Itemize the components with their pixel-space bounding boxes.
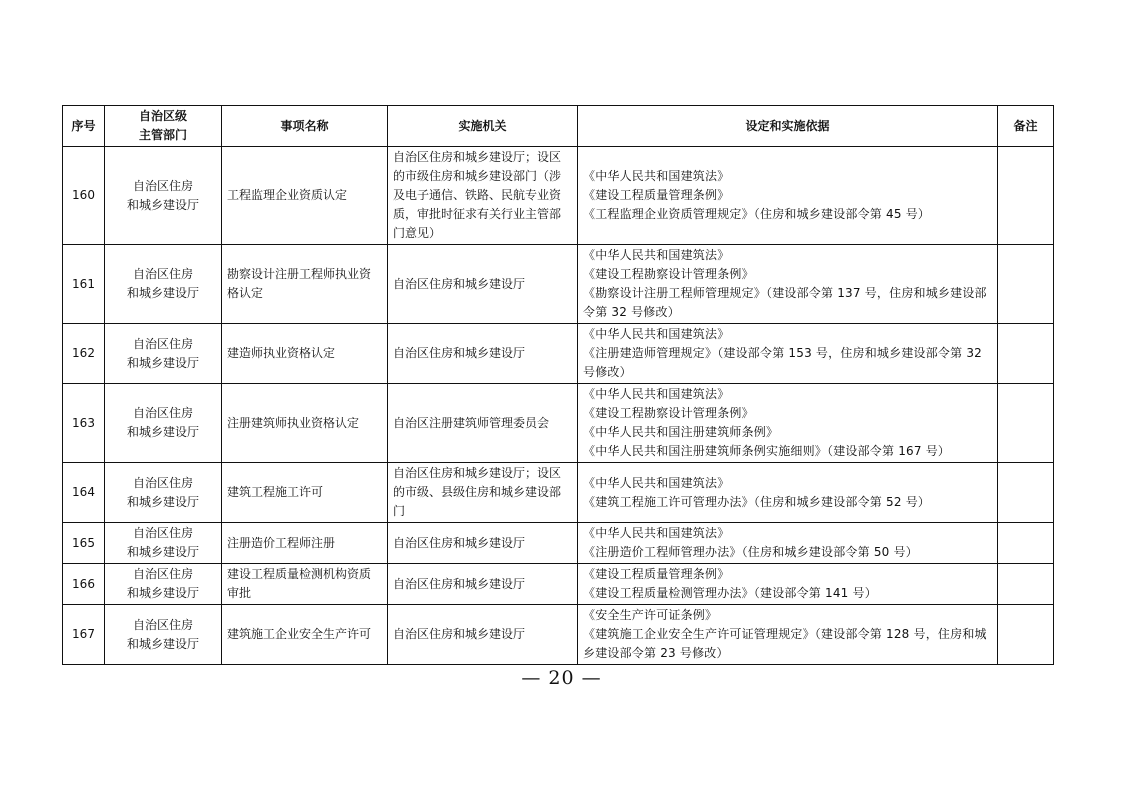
row-remarks (998, 384, 1054, 463)
department-line2: 和城乡建设厅 (126, 636, 199, 651)
row-item-name: 注册建筑师执业资格认定 (222, 384, 388, 463)
row-legal-basis (578, 147, 998, 245)
legal-basis-line: 《建设工程质量检测管理办法》（建设部令第 141 号） (583, 586, 877, 600)
table-header (63, 106, 1054, 147)
table-row (63, 463, 1054, 523)
legal-basis-line: 《中华人民共和国建筑法》 (583, 169, 730, 183)
department-line1: 自治区住房 (132, 475, 193, 490)
department-line2: 和城乡建设厅 (126, 425, 199, 439)
department-line1: 自治区住房 (132, 336, 193, 351)
row-department (105, 605, 222, 665)
row-remarks (998, 523, 1054, 564)
row-item-name: 建设工程质量检测机构资质审批 (222, 564, 388, 605)
row-number: 161 (63, 245, 105, 324)
department-line1: 自治区住房 (132, 617, 193, 632)
legal-basis-line: 《勘察设计注册工程师管理规定》（建设部令第 137 号，住房和城乡建设部令第 32 号修改） (583, 286, 987, 319)
header-note: 备注 (998, 106, 1054, 147)
table-row (63, 523, 1054, 564)
department-line1: 自治区住房 (132, 267, 193, 281)
table-row (63, 324, 1054, 384)
department-line1: 自治区住房 (132, 178, 193, 193)
table-row (63, 605, 1054, 665)
legal-basis-line: 《建设工程勘察设计管理条例》 (583, 267, 754, 281)
row-legal-basis (578, 605, 998, 665)
table-row (63, 384, 1054, 463)
legal-basis-line: 《注册建造师管理规定》（建设部令第 153 号，住房和城乡建设部令第 32 号修改） (583, 346, 983, 379)
row-legal-basis (578, 324, 998, 384)
row-item-name: 建造师执业资格认定 (222, 324, 388, 384)
row-implementing-agency: 自治区住房和城乡建设厅 (388, 564, 578, 605)
page-number: — 20 — (521, 667, 602, 689)
row-legal-basis (578, 384, 998, 463)
row-number: 165 (63, 523, 105, 564)
row-remarks (998, 564, 1054, 605)
header-name: 事项名称 (222, 106, 388, 147)
row-item-name: 工程监理企业资质认定 (222, 147, 388, 245)
header-dept-line2: 主管部门 (138, 128, 187, 142)
row-remarks (998, 463, 1054, 523)
administrative-items-table (62, 105, 1054, 665)
legal-basis-line: 《中华人民共和国建筑法》 (583, 475, 730, 490)
row-number: 166 (63, 564, 105, 605)
row-department (105, 523, 222, 564)
department-line1: 自治区住房 (132, 567, 193, 581)
legal-basis-line: 《中华人民共和国注册建筑师条例实施细则》（建设部令第 167 号） (583, 444, 951, 458)
row-item-name: 建筑工程施工许可 (222, 463, 388, 523)
row-implementing-agency: 自治区注册建筑师管理委员会 (388, 384, 578, 463)
row-remarks (998, 147, 1054, 245)
legal-basis-line: 《中华人民共和国建筑法》 (583, 387, 730, 401)
row-legal-basis (578, 523, 998, 564)
row-implementing-agency: 自治区住房和城乡建设厅 (388, 245, 578, 324)
row-implementing-agency: 自治区住房和城乡建设厅；设区的市级住房和城乡建设部门（涉及电子通信、铁路、民航专业资质，审批时征求有关行业主管部门意见） (388, 147, 578, 245)
row-department (105, 245, 222, 324)
legal-basis-line: 《建设工程勘察设计管理条例》 (583, 406, 754, 420)
table-body (63, 147, 1054, 665)
legal-basis-line: 《工程监理企业资质管理规定》（住房和城乡建设部令第 45 号） (583, 207, 931, 221)
row-item-name: 注册造价工程师注册 (222, 523, 388, 564)
row-number: 160 (63, 147, 105, 245)
row-remarks (998, 245, 1054, 324)
header-dept-line1: 自治区级 (138, 109, 187, 123)
row-implementing-agency: 自治区住房和城乡建设厅；设区的市级、县级住房和城乡建设部门 (388, 463, 578, 523)
legal-basis-line: 《建筑工程施工许可管理办法》（住房和城乡建设部令第 52 号） (583, 494, 931, 509)
department-line2: 和城乡建设厅 (126, 355, 199, 370)
row-department (105, 147, 222, 245)
header-agency: 实施机关 (388, 106, 578, 147)
row-remarks (998, 605, 1054, 665)
row-legal-basis (578, 564, 998, 605)
row-implementing-agency: 自治区住房和城乡建设厅 (388, 324, 578, 384)
row-department (105, 384, 222, 463)
row-number: 167 (63, 605, 105, 665)
row-department (105, 324, 222, 384)
legal-basis-line: 《建设工程质量管理条例》 (583, 567, 730, 581)
header-dept (105, 106, 222, 147)
row-number: 163 (63, 384, 105, 463)
row-number: 164 (63, 463, 105, 523)
department-line2: 和城乡建设厅 (126, 494, 199, 509)
legal-basis-line: 《中华人民共和国建筑法》 (583, 327, 730, 341)
row-department (105, 564, 222, 605)
department-line2: 和城乡建设厅 (126, 586, 199, 600)
row-legal-basis (578, 463, 998, 523)
row-item-name: 勘察设计注册工程师执业资格认定 (222, 245, 388, 324)
department-line1: 自治区住房 (132, 406, 193, 420)
row-implementing-agency: 自治区住房和城乡建设厅 (388, 605, 578, 665)
legal-basis-line: 《建筑施工企业安全生产许可证管理规定》（建设部令第 128 号，住房和城乡建设部令第 23 号修改） (583, 627, 987, 660)
legal-basis-line: 《注册造价工程师管理办法》（住房和城乡建设部令第 50 号） (583, 545, 918, 559)
row-remarks (998, 324, 1054, 384)
legal-basis-line: 《建设工程质量管理条例》 (583, 188, 730, 202)
legal-basis-line: 《安全生产许可证条例》 (583, 608, 718, 622)
row-implementing-agency: 自治区住房和城乡建设厅 (388, 523, 578, 564)
legal-basis-line: 《中华人民共和国建筑法》 (583, 248, 730, 262)
header-basis: 设定和实施依据 (578, 106, 998, 147)
header-row (63, 106, 1054, 147)
row-item-name: 建筑施工企业安全生产许可 (222, 605, 388, 665)
row-legal-basis (578, 245, 998, 324)
table-row (63, 564, 1054, 605)
department-line2: 和城乡建设厅 (126, 545, 199, 559)
row-department (105, 463, 222, 523)
table-row (63, 245, 1054, 324)
department-line2: 和城乡建设厅 (126, 286, 199, 300)
row-number: 162 (63, 324, 105, 384)
department-line1: 自治区住房 (132, 526, 193, 540)
department-line2: 和城乡建设厅 (126, 197, 199, 212)
header-no: 序号 (63, 106, 105, 147)
table-row (63, 147, 1054, 245)
legal-basis-line: 《中华人民共和国注册建筑师条例》 (583, 425, 779, 439)
legal-basis-line: 《中华人民共和国建筑法》 (583, 526, 730, 540)
